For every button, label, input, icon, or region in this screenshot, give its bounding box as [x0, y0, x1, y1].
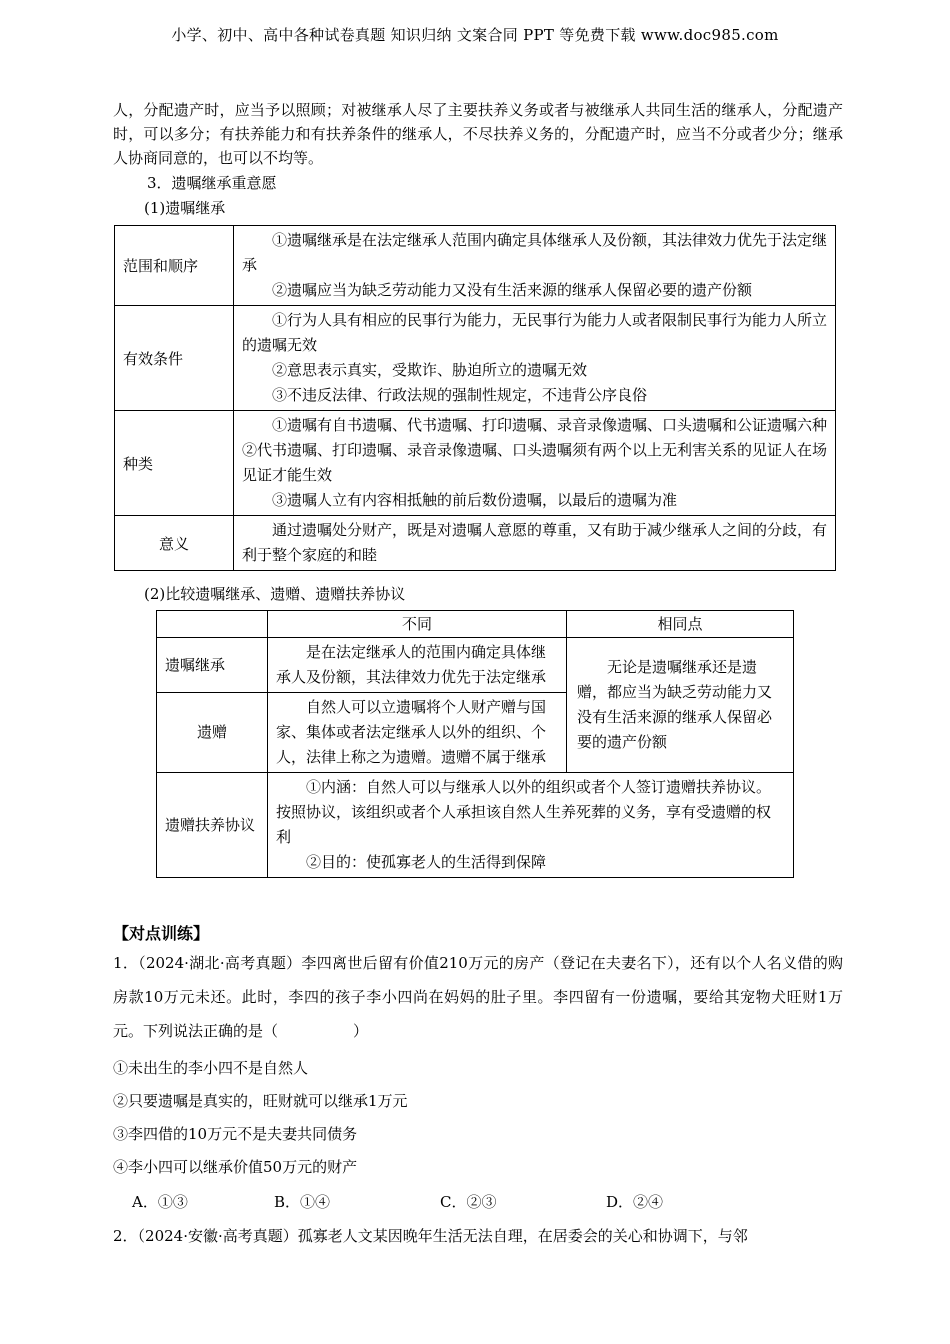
row-content: ①遗嘱继承是在法定继承人范围内确定具体继承人及份额，其法律效力优先于法定继承 ②遗嘱应当为缺乏劳动能力又没有生活来源的继承人保留必要的遗产份额 [234, 226, 836, 306]
statement-4: ④李小四可以继承价值50万元的财产 [113, 1158, 358, 1176]
choice-d[interactable]: D．②④ [606, 1193, 664, 1211]
row-header: 范围和顺序 [115, 226, 234, 306]
row-header: 意义 [115, 516, 234, 571]
page-header: 小学、初中、高中各种试卷真题 知识归纳 文案合同 PPT 等免费下载 www.doc985.com [171, 26, 779, 44]
choice-c[interactable]: C．②③ [440, 1193, 497, 1211]
statement-3: ③李四借的10万元不是夫妻共同债务 [113, 1125, 358, 1143]
table-row [157, 773, 794, 878]
sub2-title: (2)比较遗嘱继承、遗赠、遗赠扶养协议 [144, 585, 406, 603]
row-content: ①行为人具有相应的民事行为能力，无民事行为能力人或者限制民事行为能力人所立的遗嘱无效 ②意思表示真实，受欺诈、胁迫所立的遗嘱无效 ③不违反法律、行政法规的强制性规定，不违背公序良俗 [234, 306, 836, 411]
question-2-stem: 2．（2024·安徽·高考真题）孤寡老人文某因晚年生活无法自理，在居委会的关心和协调下，与邻 [113, 1227, 748, 1245]
will-inheritance-table [114, 225, 836, 571]
comparison-table [156, 610, 794, 878]
common-point-cell: 无论是遗嘱继承还是遗赠，都应当为缺乏劳动能力又没有生活来源的继承人保留必要的遗产份额 [567, 638, 794, 773]
row-header: 有效条件 [115, 306, 234, 411]
table-header-row [157, 611, 794, 638]
table-row [115, 516, 836, 571]
row-content: ①遗嘱有自书遗嘱、代书遗嘱、打印遗嘱、录音录像遗嘱、口头遗嘱和公证遗嘱六种②代书遗嘱、打印遗嘱、录音录像遗嘱、口头遗嘱须有两个以上无利害关系的见证人在场见证才能生效 ③遗嘱人立有内容相抵触的前后数份遗嘱，以最后的遗嘱为准 [234, 411, 836, 516]
row-content: 自然人可以立遗嘱将个人财产赠与国家、集体或者法定继承人以外的组织、个人，法律上称之为遗赠。遗赠不属于继承 [268, 693, 567, 773]
row-content: 通过遗嘱处分财产，既是对遗嘱人意愿的尊重，又有助于减少继承人之间的分歧，有利于整个家庭的和睦 [234, 516, 836, 571]
statement-2: ②只要遗嘱是真实的，旺财就可以继承1万元 [113, 1092, 408, 1110]
section3-title: 3．遗嘱继承重意愿 [147, 174, 277, 192]
row-header: 遗赠扶养协议 [157, 773, 268, 878]
row-header: 遗赠 [157, 693, 268, 773]
practice-title: 【对点训练】 [113, 924, 210, 943]
empty-header-cell [157, 611, 268, 638]
choice-a[interactable]: A．①③ [132, 1193, 188, 1211]
table-row [115, 226, 836, 306]
col-header-different: 不同 [268, 611, 567, 638]
sub1-title: (1)遗嘱继承 [144, 199, 226, 217]
table-row [115, 411, 836, 516]
row-header: 遗嘱继承 [157, 638, 268, 693]
row-header: 种类 [115, 411, 234, 516]
question-1-stem: 1．（2024·湖北·高考真题）李四离世后留有价值210万元的房产（登记在夫妻名下），还有以个人名义借的购房款10万元未还。此时，李四的孩子李小四尚在妈妈的肚子里。李四留有一份遗嘱，要给其宠物犬旺财1万元。下列说法正确的是（ ） [113, 954, 843, 1040]
choice-b[interactable]: B．①④ [274, 1193, 331, 1211]
table-row [157, 638, 794, 693]
table-row [115, 306, 836, 411]
row-content: ①内涵：自然人可以与继承人以外的组织或者个人签订遗赠扶养协议。按照协议，该组织或者个人承担该自然人生养死葬的义务，享有受遗赠的权利 ②目的：使孤寡老人的生活得到保障 [268, 773, 794, 878]
row-content: 是在法定继承人的范围内确定具体继承人及份额，其法律效力优先于法定继承 [268, 638, 567, 693]
statement-1: ①未出生的李小四不是自然人 [113, 1059, 309, 1077]
col-header-same: 相同点 [567, 611, 794, 638]
intro-paragraph: 人，分配遗产时，应当予以照顾；对被继承人尽了主要扶养义务或者与被继承人共同生活的继承人，分配遗产时，可以多分；有扶养能力和有扶养条件的继承人，不尽扶养义务的，分配遗产时，应当不分或者少分；继承人协商同意的，也可以不均等。 [113, 101, 843, 167]
